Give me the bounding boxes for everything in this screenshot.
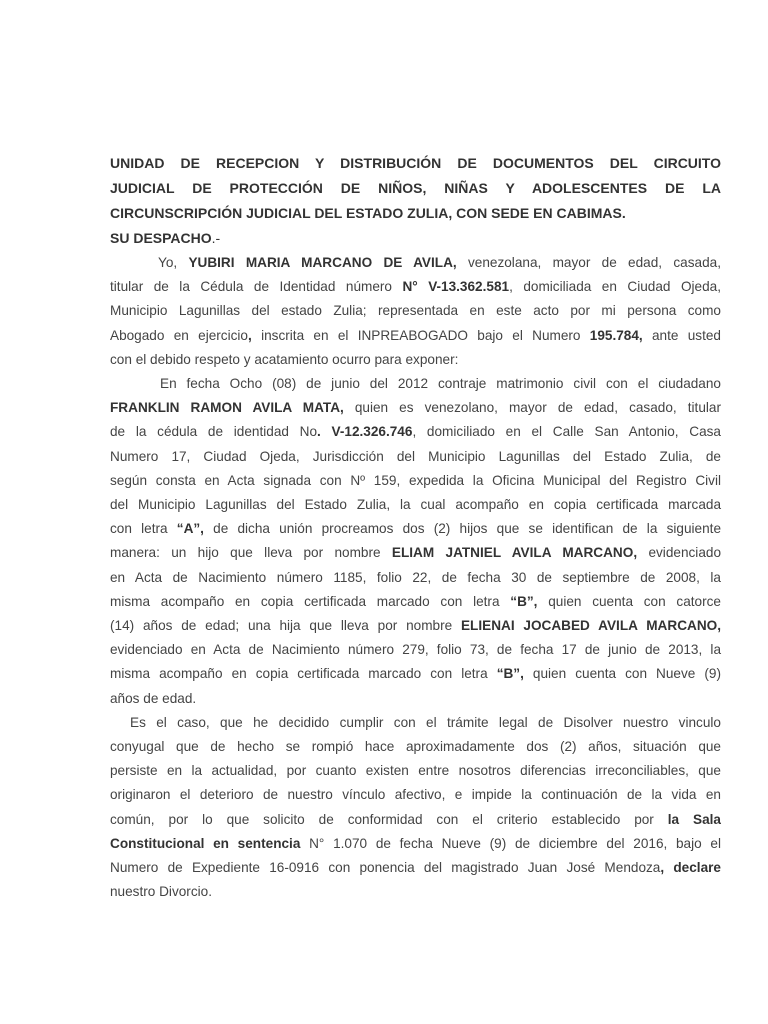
su-despacho-suffix: .- <box>211 230 221 246</box>
letter-a: “A”, <box>176 521 204 537</box>
p2-text-3a: de la cédula de identidad No <box>110 424 318 440</box>
p2-line-3 <box>110 420 721 444</box>
p2-text-7a: con letra <box>110 521 177 537</box>
inpreabogado-number: 195.784, <box>589 327 643 343</box>
p1-line-1 <box>110 251 721 275</box>
document-body <box>110 151 721 904</box>
sala-label-1: la Sala <box>667 811 721 827</box>
p1-text-h: ante usted <box>642 327 721 343</box>
p2-line-7 <box>110 517 721 541</box>
p1-comma: , <box>248 327 252 343</box>
applicant-id: N° V-13.362.581 <box>402 279 510 295</box>
p1-text-b: venezolana, mayor de edad, casada, <box>456 255 721 270</box>
p2-text-7b: de dicha unión procreamos dos (2) hijos que se identifican de la siguiente <box>203 521 721 537</box>
p2-line-13 <box>110 662 721 686</box>
p1-text-d: , domiciliada en Ciudad Ojeda, <box>509 279 721 295</box>
su-despacho <box>110 226 721 251</box>
p2-line-12: evidenciado en Acta de Nacimiento número 279, folio 73, de fecha 17 de junio de 2013, la <box>110 642 721 658</box>
p1-line-5: con el debido respeto y acatamiento ocurro para exponer: <box>110 351 459 367</box>
p2-line-1: En fecha Ocho (08) de junio del 2012 contraje matrimonio civil con el ciudadano <box>160 376 721 392</box>
p2-text-3b: , domiciliado en el Calle San Antonio, Casa <box>412 424 721 440</box>
p1-text-f: Abogado en ejercicio <box>110 327 248 343</box>
p1-line-3: Municipio Lagunillas del estado Zulia; representada en este acto por mi persona como <box>110 303 721 319</box>
p3-text-6b: N° 1.070 de fecha Nueve (9) de diciembre del 2016, bajo el <box>300 835 721 851</box>
paragraph-2 <box>110 372 721 711</box>
document-text <box>110 251 721 904</box>
sala-label-2: Constitucional en sentencia <box>110 835 301 851</box>
p2-line-4: Numero 17, Ciudad Ojeda, Jurisdicción del Municipio Lagunillas del Estado Zulia, de <box>110 448 721 464</box>
p2-line-2 <box>110 396 721 420</box>
son-name: ELIAM JATNIEL AVILA MARCANO, <box>391 545 638 561</box>
document-heading <box>110 151 721 251</box>
p3-text-5a: común, por lo que solicito de conformidad con el criterio establecido por <box>110 811 668 827</box>
p2-line-8 <box>110 541 721 565</box>
p3-text-7b: , declare <box>660 860 721 876</box>
p2-text-10b: quien cuenta con catorce <box>537 593 721 609</box>
p2-line-6: del Municipio Lagunillas del Estado Zulia, la cual acompaño en copia certificada marcada <box>110 497 721 513</box>
spouse-id: . V-12.326.746 <box>317 424 413 440</box>
p2-text-13a: misma acompaño en copia certificada marcado con letra <box>110 666 497 682</box>
heading-line-2: JUDICIAL DE PROTECCIÓN DE NIÑOS, NIÑAS Y ADOLESCENTES DE LA <box>110 180 721 196</box>
heading-line-1: UNIDAD DE RECEPCION Y DISTRIBUCIÓN DE DOCUMENTOS DEL CIRCUITO <box>110 155 721 171</box>
su-despacho-label: SU DESPACHO <box>110 230 212 246</box>
p3-line-2: conyugal que de hecho se rompió hace aproximadamente dos (2) años, situación que <box>110 739 721 755</box>
applicant-name: YUBIRI MARIA MARCANO DE AVILA, <box>188 255 457 270</box>
p2-line-9: en Acta de Nacimiento número 1185, folio 22, de fecha 30 de septiembre de 2008, la <box>110 569 721 585</box>
p1-text-g: inscrita en el INPREABOGADO bajo el Numero <box>251 327 590 343</box>
p2-text-8b: evidenciado <box>637 545 722 561</box>
p2-line-5: según consta en Acta signada con Nº 159, expedida la Oficina Municipal del Registro Civil <box>110 472 721 488</box>
p2-text-10a: misma acompaño en copia certificada marcado con letra <box>110 593 511 609</box>
letter-b-second: “B”, <box>496 666 524 682</box>
p2-text-13b: quien cuenta con Nueve (9) <box>523 666 721 682</box>
p2-text-11a: (14) años de edad; una hija que lleva por nombre <box>110 618 461 634</box>
p3-line-8: nuestro Divorcio. <box>110 884 212 900</box>
p3-line-5 <box>110 808 721 832</box>
letter-b-first: “B”, <box>510 593 538 609</box>
p3-line-3: persiste en la actualidad, por cuanto existen entre nosotros diferencias irreconciliables, que <box>110 763 721 779</box>
p2-text-2: quien es venezolano, mayor de edad, casado, titular <box>343 400 721 416</box>
p2-line-11 <box>110 614 721 638</box>
p1-text-c: titular de la Cédula de Identidad número <box>110 279 403 295</box>
p3-line-6 <box>110 832 721 856</box>
paragraph-3 <box>110 711 721 905</box>
daughter-name: ELIENAI JOCABED AVILA MARCANO, <box>460 618 721 634</box>
p2-line-10 <box>110 590 721 614</box>
p3-line-1: Es el caso, que he decidido cumplir con el trámite legal de Disolver nuestro vinculo <box>130 714 721 730</box>
heading-line-3: CIRCUNSCRIPCIÓN JUDICIAL DEL ESTADO ZULIA, CON SEDE EN CABIMAS. <box>110 205 626 221</box>
p1-text-a: Yo, <box>158 255 189 270</box>
p1-line-4 <box>110 324 721 348</box>
p2-text-8a: manera: un hijo que lleva por nombre <box>110 545 392 561</box>
paragraph-1 <box>110 251 721 372</box>
p3-text-7a: Numero de Expediente 16-0916 con ponencia del magistrado Juan José Mendoza <box>110 860 661 876</box>
p3-line-7 <box>110 856 721 880</box>
p3-line-4: originaron el deterioro de nuestro vínculo afectivo, e impide la continuación de la vida en <box>110 787 721 803</box>
p1-line-2 <box>110 275 721 299</box>
spouse-name: FRANKLIN RAMON AVILA MATA, <box>110 400 344 416</box>
p2-line-14: años de edad. <box>110 690 197 706</box>
